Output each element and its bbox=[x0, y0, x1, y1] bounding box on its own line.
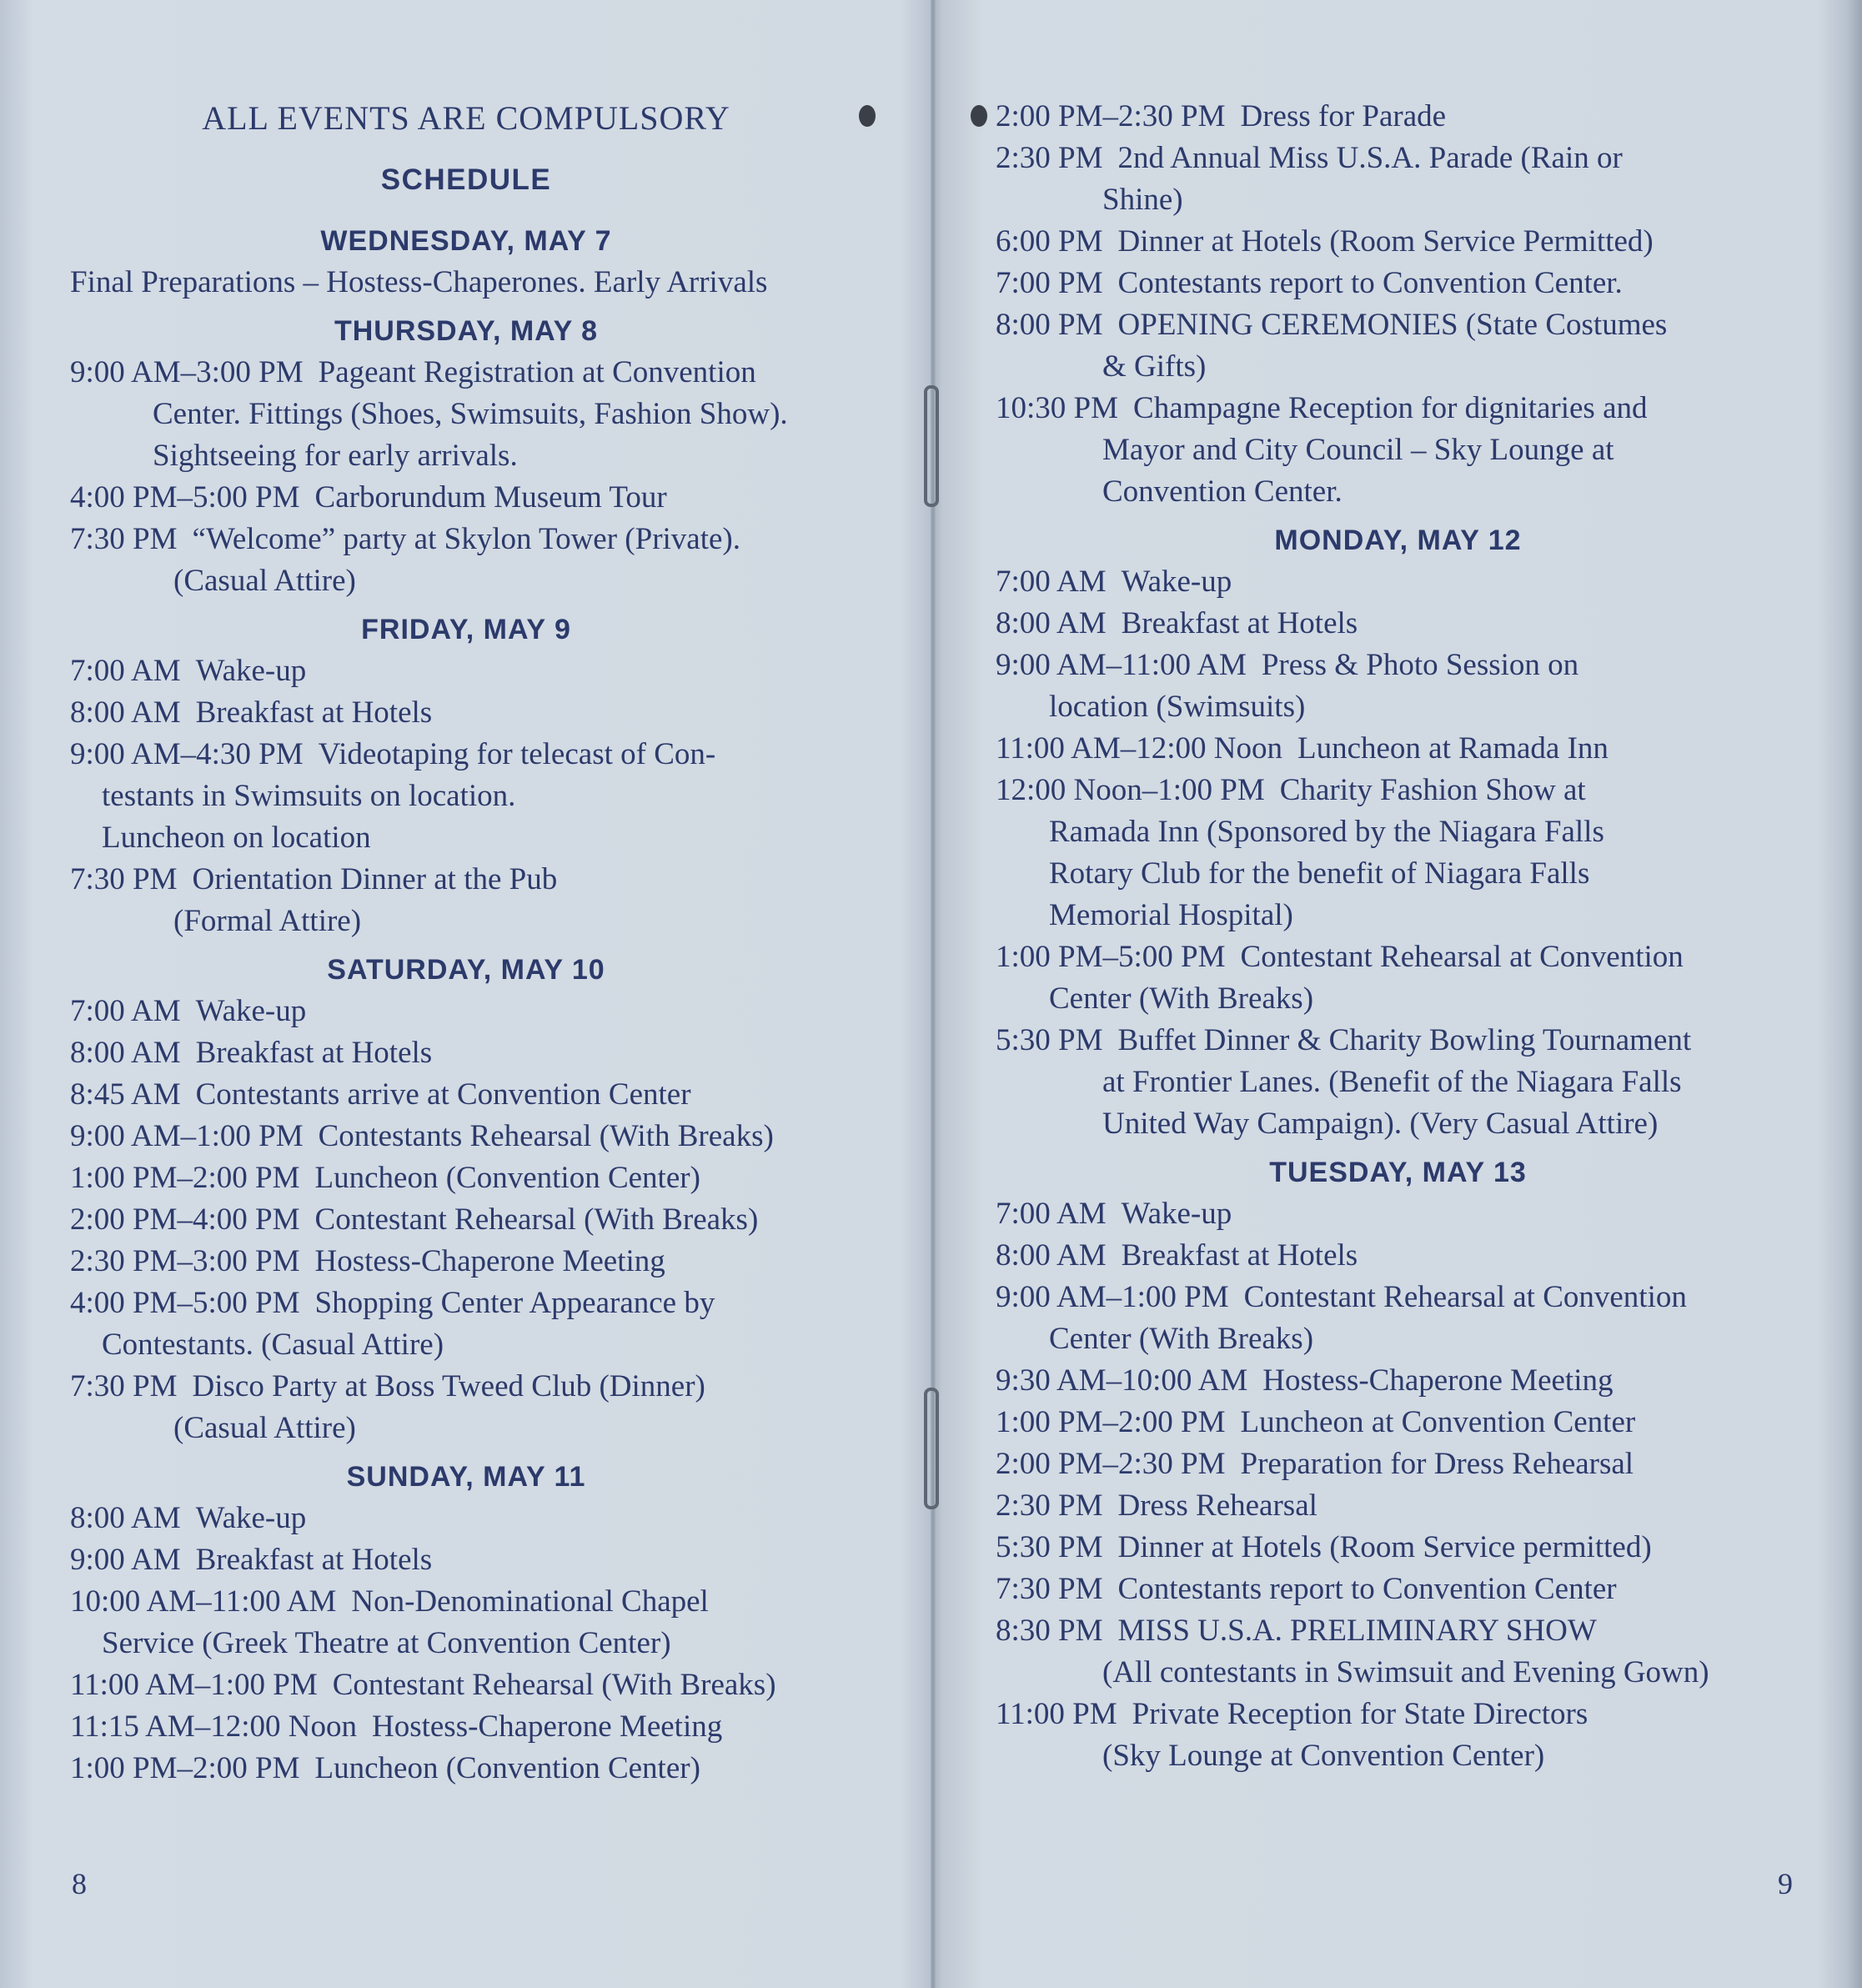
entry-continuation: Ramada Inn (Sponsored by the Niagara Falls bbox=[1049, 815, 1604, 849]
entry-description: Luncheon at Ramada Inn bbox=[1297, 731, 1609, 766]
schedule-entry bbox=[996, 728, 1846, 770]
entry-time: 8:00 AM bbox=[996, 1238, 1107, 1273]
entry-time: 8:00 AM bbox=[70, 695, 181, 730]
entry-description: Orientation Dinner at the Pub bbox=[192, 862, 558, 896]
entry-time: 7:30 PM bbox=[70, 1369, 178, 1403]
entry-time: 7:00 PM bbox=[996, 266, 1103, 300]
entry-time: 9:00 AM–4:30 PM bbox=[70, 737, 304, 771]
entry-first-line bbox=[70, 477, 912, 519]
entry-continuation: Service (Greek Theatre at Convention Center) bbox=[102, 1626, 671, 1660]
entry-description: Contestant Rehearsal (With Breaks) bbox=[314, 1202, 759, 1237]
entry-description: Wake-up bbox=[195, 654, 307, 688]
entry-description: MISS U.S.A. PRELIMINARY SHOW bbox=[1117, 1614, 1597, 1648]
entry-description: Dinner at Hotels (Room Service Permitted) bbox=[1117, 224, 1654, 259]
entry-continuation: (Formal Attire) bbox=[173, 904, 362, 938]
entry-time: 8:00 PM bbox=[996, 308, 1103, 342]
entry-continuation: at Frontier Lanes. (Benefit of the Niagara Falls bbox=[1102, 1065, 1682, 1099]
entry-description: Breakfast at Hotels bbox=[1121, 1238, 1358, 1273]
entry-time: 1:00 PM–2:00 PM bbox=[996, 1405, 1226, 1439]
entry-first-line bbox=[70, 859, 912, 901]
entry-description: Contestants report to Convention Center. bbox=[1117, 266, 1623, 300]
schedule-entry bbox=[996, 1485, 1846, 1527]
entry-time: 9:00 AM–1:00 PM bbox=[70, 1119, 304, 1153]
entry-time: 7:30 PM bbox=[996, 1572, 1103, 1606]
entry-description: Breakfast at Hotels bbox=[195, 1036, 433, 1070]
entry-first-line bbox=[996, 221, 1846, 263]
entry-description: Hostess-Chaperone Meeting bbox=[371, 1709, 723, 1744]
schedule-entry bbox=[996, 1527, 1846, 1569]
day-heading-thursday: THURSDAY, MAY 8 bbox=[334, 315, 599, 347]
entry-first-line bbox=[70, 519, 912, 560]
schedule-entry bbox=[70, 1748, 912, 1790]
entry-continuation: Mayor and City Council – Sky Lounge at bbox=[1102, 433, 1614, 467]
entry-time: 10:00 AM–11:00 AM bbox=[70, 1584, 337, 1619]
entry-first-line bbox=[70, 650, 912, 692]
entry-time: 4:00 PM–5:00 PM bbox=[70, 480, 300, 515]
entry-description: Videotaping for telecast of Con- bbox=[318, 737, 716, 771]
entry-description: Dress for Parade bbox=[1240, 99, 1447, 133]
entry-description: OPENING CEREMONIES (State Costumes bbox=[1117, 308, 1668, 342]
schedule-entry bbox=[996, 138, 1846, 221]
entry-continuation: (Casual Attire) bbox=[173, 564, 356, 598]
tuesday-events bbox=[996, 1193, 1846, 1777]
schedule-entry bbox=[996, 1443, 1846, 1485]
entry-description: Charity Fashion Show at bbox=[1279, 773, 1586, 807]
entry-time: 8:00 AM bbox=[70, 1501, 181, 1535]
entry-first-line bbox=[996, 304, 1846, 346]
entry-continuation: Sightseeing for early arrivals. bbox=[153, 439, 518, 473]
entry-description: Luncheon (Convention Center) bbox=[314, 1751, 700, 1785]
entry-description: Luncheon at Convention Center bbox=[1240, 1405, 1636, 1439]
schedule-entry bbox=[70, 1539, 912, 1581]
entry-time: 8:45 AM bbox=[70, 1077, 181, 1112]
entry-first-line bbox=[996, 1485, 1846, 1527]
entry-time: 1:00 PM–2:00 PM bbox=[70, 1751, 300, 1785]
entry-description: Breakfast at Hotels bbox=[195, 695, 433, 730]
day-heading-tuesday: TUESDAY, MAY 13 bbox=[1269, 1157, 1527, 1188]
entry-description: Hostess-Chaperone Meeting bbox=[1262, 1363, 1614, 1398]
entry-time: 2:30 PM–3:00 PM bbox=[70, 1244, 300, 1278]
entry-description: Hostess-Chaperone Meeting bbox=[314, 1244, 665, 1278]
entry-first-line bbox=[996, 561, 1846, 603]
schedule-entry bbox=[70, 1366, 912, 1449]
entry-time: 1:00 PM–5:00 PM bbox=[996, 940, 1226, 974]
entry-first-line bbox=[996, 1527, 1846, 1569]
schedule-entry bbox=[70, 1074, 912, 1116]
thursday-events bbox=[70, 352, 912, 602]
entry-description: Non-Denominational Chapel bbox=[351, 1584, 709, 1619]
entry-continuation: Center (With Breaks) bbox=[1049, 1322, 1314, 1356]
entry-time: 7:00 AM bbox=[70, 654, 181, 688]
entry-description: Wake-up bbox=[1121, 1197, 1232, 1231]
entry-first-line bbox=[996, 1569, 1846, 1610]
schedule-entry bbox=[996, 388, 1846, 513]
entry-time: 9:00 AM–3:00 PM bbox=[70, 355, 304, 389]
page-right bbox=[934, 0, 1862, 1988]
entry-description: Contestant Rehearsal at Convention bbox=[1240, 940, 1684, 974]
entry-first-line bbox=[996, 1193, 1846, 1235]
entry-description: “Welcome” party at Skylon Tower (Private). bbox=[192, 522, 740, 556]
entry-time: 11:00 PM bbox=[996, 1697, 1117, 1731]
entry-first-line bbox=[70, 1539, 912, 1581]
schedule-entry bbox=[996, 1277, 1846, 1360]
entry-time: 12:00 Noon–1:00 PM bbox=[996, 773, 1265, 807]
schedule-entry bbox=[70, 477, 912, 519]
schedule-entry bbox=[70, 734, 912, 859]
entry-first-line bbox=[996, 1694, 1846, 1735]
entry-first-line bbox=[996, 770, 1846, 811]
day-heading-wednesday: WEDNESDAY, MAY 7 bbox=[320, 225, 612, 257]
right-column bbox=[996, 96, 1846, 1777]
entry-description: Dinner at Hotels (Room Service permitted) bbox=[1117, 1530, 1652, 1564]
schedule-entry bbox=[70, 519, 912, 602]
entry-time: 8:00 AM bbox=[70, 1036, 181, 1070]
schedule-entry bbox=[996, 936, 1846, 1020]
entry-first-line bbox=[996, 138, 1846, 179]
day-heading-sunday: SUNDAY, MAY 11 bbox=[346, 1461, 586, 1493]
entry-description: Luncheon (Convention Center) bbox=[314, 1161, 700, 1195]
entry-description: Contestants Rehearsal (With Breaks) bbox=[318, 1119, 774, 1153]
entry-continuation: (Sky Lounge at Convention Center) bbox=[1102, 1739, 1545, 1773]
entry-time: 2:00 PM–4:00 PM bbox=[70, 1202, 300, 1237]
entry-description: Disco Party at Boss Tweed Club (Dinner) bbox=[192, 1369, 705, 1403]
schedule-entry bbox=[996, 96, 1846, 138]
friday-events bbox=[70, 650, 912, 942]
schedule-entry bbox=[70, 859, 912, 942]
monday-events bbox=[996, 561, 1846, 1145]
schedule-entry bbox=[70, 1157, 912, 1199]
entry-time: 11:00 AM–12:00 Noon bbox=[996, 731, 1282, 766]
entry-first-line bbox=[996, 388, 1846, 429]
entry-first-line bbox=[70, 1032, 912, 1074]
schedule-entry bbox=[996, 1235, 1846, 1277]
entry-time: 8:30 PM bbox=[996, 1614, 1103, 1648]
entry-description: Carborundum Museum Tour bbox=[314, 480, 667, 515]
entry-continuation: Convention Center. bbox=[1102, 474, 1343, 509]
entry-first-line bbox=[70, 991, 912, 1032]
sunday-events bbox=[70, 1498, 912, 1790]
schedule-title: SCHEDULE bbox=[380, 163, 552, 196]
schedule-entry bbox=[996, 1610, 1846, 1694]
entry-time: 7:30 PM bbox=[70, 522, 178, 556]
entry-description: Breakfast at Hotels bbox=[1121, 606, 1358, 640]
day-heading-saturday: SATURDAY, MAY 10 bbox=[327, 954, 605, 986]
entry-first-line bbox=[70, 1748, 912, 1790]
schedule-entry bbox=[70, 1664, 912, 1706]
entry-first-line bbox=[70, 1199, 912, 1241]
entry-continuation: United Way Campaign). (Very Casual Attire) bbox=[1102, 1107, 1659, 1141]
entry-continuation: testants in Swimsuits on location. bbox=[102, 779, 516, 813]
entry-first-line bbox=[70, 1241, 912, 1283]
entry-description: Breakfast at Hotels bbox=[195, 1543, 433, 1577]
entry-first-line bbox=[70, 1498, 912, 1539]
entry-continuation: location (Swimsuits) bbox=[1049, 690, 1306, 724]
entry-description: Pageant Registration at Convention bbox=[318, 355, 756, 389]
entry-description: Buffet Dinner & Charity Bowling Tournament bbox=[1117, 1023, 1692, 1057]
schedule-entry bbox=[996, 770, 1846, 936]
entry-time: 4:00 PM–5:00 PM bbox=[70, 1286, 300, 1320]
schedule-entry bbox=[70, 1581, 912, 1664]
entry-first-line bbox=[70, 734, 912, 776]
schedule-entry bbox=[996, 1193, 1846, 1235]
entry-description: Contestant Rehearsal at Convention bbox=[1243, 1280, 1687, 1314]
schedule-entry bbox=[70, 1116, 912, 1157]
entry-first-line bbox=[996, 1277, 1846, 1318]
entry-description: Private Reception for State Directors bbox=[1132, 1697, 1588, 1731]
entry-time: 9:00 AM–11:00 AM bbox=[996, 648, 1247, 682]
schedule-entry bbox=[70, 1241, 912, 1283]
entry-time: 9:30 AM–10:00 AM bbox=[996, 1363, 1248, 1398]
entry-first-line bbox=[70, 1116, 912, 1157]
entry-continuation: & Gifts) bbox=[1102, 349, 1207, 384]
schedule-entry bbox=[70, 692, 912, 734]
entry-description: Wake-up bbox=[1121, 565, 1232, 599]
schedule-entry bbox=[996, 1569, 1846, 1610]
entry-first-line bbox=[996, 1610, 1846, 1652]
schedule-entry bbox=[996, 561, 1846, 603]
schedule-entry bbox=[70, 650, 912, 692]
schedule-entry bbox=[996, 1020, 1846, 1145]
left-column bbox=[70, 220, 912, 1790]
entry-first-line bbox=[70, 1366, 912, 1408]
entry-first-line bbox=[996, 728, 1846, 770]
schedule-entry bbox=[70, 991, 912, 1032]
schedule-entry bbox=[996, 304, 1846, 388]
page-number-right: 9 bbox=[1778, 1867, 1793, 1900]
schedule-entry bbox=[996, 1402, 1846, 1443]
entry-description: 2nd Annual Miss U.S.A. Parade (Rain or bbox=[1117, 141, 1623, 175]
entry-first-line bbox=[996, 645, 1846, 686]
entry-time: 11:15 AM–12:00 Noon bbox=[70, 1709, 357, 1744]
entry-time: 10:30 PM bbox=[996, 391, 1119, 425]
entry-first-line bbox=[996, 1360, 1846, 1402]
entry-continuation: Contestants. (Casual Attire) bbox=[102, 1328, 444, 1362]
entry-time: 2:30 PM bbox=[996, 1488, 1103, 1523]
entry-time: 7:00 AM bbox=[996, 1197, 1107, 1231]
entry-first-line bbox=[70, 1074, 912, 1116]
entry-description: Dress Rehearsal bbox=[1117, 1488, 1317, 1523]
entry-first-line bbox=[70, 352, 912, 394]
entry-time: 2:00 PM–2:30 PM bbox=[996, 99, 1226, 133]
entry-time: 7:00 AM bbox=[996, 565, 1107, 599]
entry-first-line bbox=[70, 692, 912, 734]
schedule-entry bbox=[70, 1706, 912, 1748]
entry-description: Champagne Reception for dignitaries and bbox=[1133, 391, 1648, 425]
entry-description: Preparation for Dress Rehearsal bbox=[1240, 1447, 1634, 1481]
entry-continuation: Rotary Club for the benefit of Niagara Falls bbox=[1049, 856, 1590, 891]
entry-time: 9:00 AM–1:00 PM bbox=[996, 1280, 1229, 1314]
wednesday-note: Final Preparations – Hostess-Chaperones. Early Arrivals bbox=[70, 265, 768, 299]
entry-time: 11:00 AM–1:00 PM bbox=[70, 1668, 318, 1702]
entry-first-line bbox=[70, 1664, 912, 1706]
schedule-entry bbox=[996, 645, 1846, 728]
entry-first-line bbox=[996, 1020, 1846, 1062]
schedule-entry bbox=[70, 1199, 912, 1241]
entry-time: 5:30 PM bbox=[996, 1530, 1103, 1564]
schedule-entry bbox=[70, 1283, 912, 1366]
entry-time: 7:30 PM bbox=[70, 862, 178, 896]
page-number-left: 8 bbox=[72, 1867, 87, 1900]
schedule-entry bbox=[996, 603, 1846, 645]
entry-time: 2:00 PM–2:30 PM bbox=[996, 1447, 1226, 1481]
entry-description: Press & Photo Session on bbox=[1261, 648, 1579, 682]
schedule-entry bbox=[70, 1498, 912, 1539]
entry-continuation: Center. Fittings (Shoes, Swimsuits, Fashion Show). bbox=[153, 397, 788, 431]
entry-time: 1:00 PM–2:00 PM bbox=[70, 1161, 300, 1195]
schedule-entry bbox=[996, 263, 1846, 304]
entry-first-line bbox=[70, 1581, 912, 1623]
entry-first-line bbox=[996, 1235, 1846, 1277]
entry-time: 5:30 PM bbox=[996, 1023, 1103, 1057]
schedule-entry bbox=[70, 352, 912, 477]
day-heading-monday: MONDAY, MAY 12 bbox=[1274, 525, 1522, 556]
entry-description: Contestants report to Convention Center bbox=[1117, 1572, 1617, 1606]
entry-first-line bbox=[996, 1443, 1846, 1485]
entry-description: Contestants arrive at Convention Center bbox=[195, 1077, 691, 1112]
entry-first-line bbox=[70, 1157, 912, 1199]
sunday-continued-events bbox=[996, 96, 1846, 513]
entry-continuation: Memorial Hospital) bbox=[1049, 898, 1293, 932]
entry-time: 7:00 AM bbox=[70, 994, 181, 1028]
entry-first-line bbox=[70, 1283, 912, 1324]
saturday-events bbox=[70, 991, 912, 1449]
entry-description: Wake-up bbox=[195, 1501, 307, 1535]
schedule-entry bbox=[70, 1032, 912, 1074]
entry-continuation: Luncheon on location bbox=[102, 821, 371, 855]
entry-first-line bbox=[996, 263, 1846, 304]
entry-continuation: Shine) bbox=[1102, 183, 1183, 217]
schedule-entry bbox=[996, 1360, 1846, 1402]
day-heading-friday: FRIDAY, MAY 9 bbox=[361, 614, 571, 645]
schedule-entry bbox=[996, 1694, 1846, 1777]
entry-description: Shopping Center Appearance by bbox=[314, 1286, 715, 1320]
entry-first-line bbox=[996, 1402, 1846, 1443]
entry-continuation: (Casual Attire) bbox=[173, 1411, 356, 1445]
entry-time: 6:00 PM bbox=[996, 224, 1103, 259]
entry-time: 9:00 AM bbox=[70, 1543, 181, 1577]
entry-description: Wake-up bbox=[195, 994, 307, 1028]
entry-continuation: (All contestants in Swimsuit and Evening Gown) bbox=[1102, 1655, 1709, 1689]
entry-first-line bbox=[996, 936, 1846, 978]
entry-time: 8:00 AM bbox=[996, 606, 1107, 640]
compulsory-header: ALL EVENTS ARE COMPULSORY bbox=[202, 99, 730, 137]
entry-description: Contestant Rehearsal (With Breaks) bbox=[332, 1668, 776, 1702]
entry-first-line bbox=[996, 603, 1846, 645]
entry-first-line bbox=[70, 1706, 912, 1748]
entry-first-line bbox=[996, 96, 1846, 138]
entry-time: 2:30 PM bbox=[996, 141, 1103, 175]
entry-continuation: Center (With Breaks) bbox=[1049, 981, 1314, 1016]
schedule-entry bbox=[996, 221, 1846, 263]
